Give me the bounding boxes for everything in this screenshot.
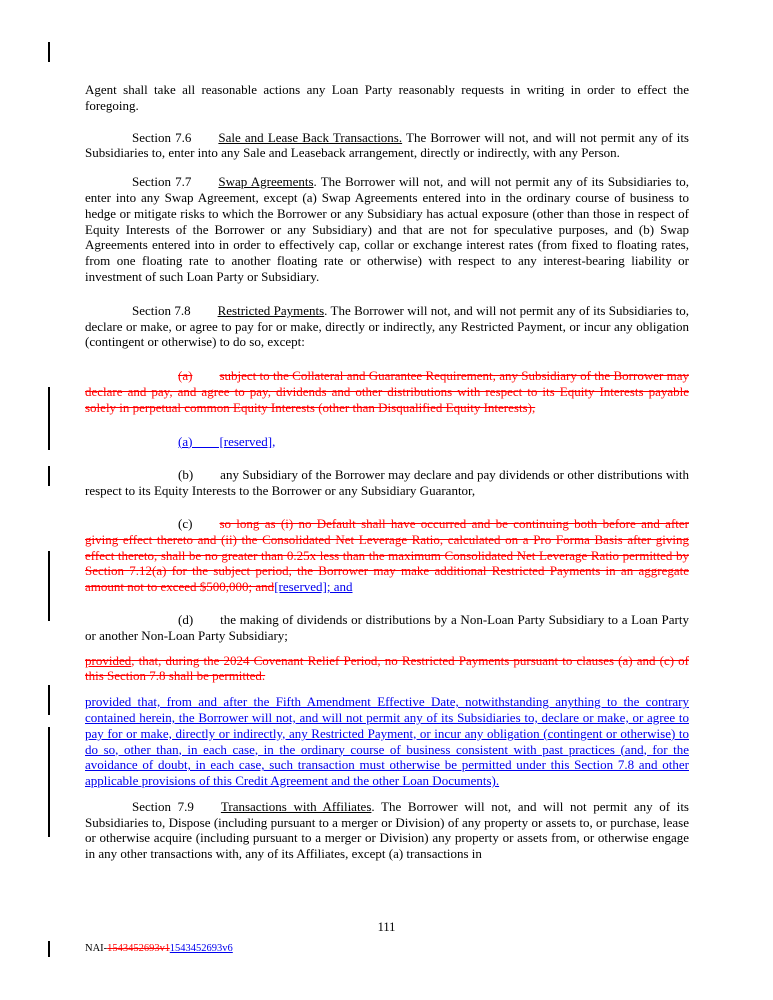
clause-label: (d): [178, 611, 194, 627]
clause-c-paragraph: [85, 516, 689, 595]
clause-d-paragraph: [85, 612, 689, 644]
section-label: Section 7.9: [132, 798, 194, 814]
change-bar: [48, 466, 50, 486]
clause-a-deleted-paragraph: [85, 368, 689, 415]
clause-a-inserted-paragraph: [85, 434, 689, 450]
section-heading: Restricted Payments: [217, 302, 325, 318]
doc-id-prefix: NAI-: [85, 943, 108, 954]
body-text: The Borrower will not, and will not permit any of its Subsidiaries to, enter into any Sale and Leaseback arrangement, directly or indirectly, with any Person.: [85, 129, 689, 161]
document-id-footer: [85, 943, 233, 954]
tab-spacer: [191, 314, 218, 315]
document-body: [85, 82, 689, 879]
tab-spacer: [193, 478, 220, 479]
body-text: . The Borrower will not, and will not permit any of its Subsidiaries to, enter into any Swap Agreement, except (a) Swap Agreements entered into in the ordinary course of business to hedge or mitigate risks to which the Borrower or any Subsidiary has actual exposure (other than those in respect of Equity Interests of the Borrower or any Subsidiary) and that are not for speculative purposes, and (b) Swap Agreements entered into in order to effectively cap, collar or exchange interest rates (from fixed to floating rates, from one floating rate to another floating rate or otherwise) with respect to any interest-bearing liability or investment of such Loan Party or Subsidiary.: [85, 174, 690, 284]
change-bar: [48, 941, 50, 957]
deleted-clause-label: (a): [178, 368, 193, 384]
inserted-clause-label: (a): [178, 433, 193, 449]
paragraph-intro-continuation: [85, 82, 689, 114]
body-text: . The Borrower will not, and will not permit any of its Subsidiaries to, declare or make, or agree to pay for or make, directly or indirectly, any Restricted Payment, or incur any obligation (contingent or otherwise) to do so, except:: [85, 302, 689, 350]
tab-spacer: [192, 527, 219, 528]
body-text: Agent shall take all reasonable actions any Loan Party reasonably requests in writing in order to effect the foregoing.: [85, 82, 689, 113]
deleted-text: , that, during the 2024 Covenant Relief Period, no Restricted Payments pursuant to clauses (a) and (c) of this Section 7.8 shall be permitted.: [85, 652, 689, 684]
section-label: Section 7.7: [132, 174, 192, 190]
change-bar: [48, 387, 50, 450]
section-7-9-paragraph: [85, 799, 689, 862]
deleted-text: so long as (i) no Default shall have occurred and be continuing both before and after giving effect thereto and (ii) the Consolidated Net Leverage Ratio, calculated on a Pro Forma Basis after giving effect thereto, shall be no greater than 0.25x less than the maximum Consolidated Net Leverage Ratio permitted by Section 7.12(a) for the subject period, the Borrower may make additional Restricted Payments in an aggregate amount not to exceed $500,000; and: [85, 515, 689, 595]
section-7-8-paragraph: [85, 303, 689, 350]
page-number: 111: [377, 920, 396, 934]
body-text: . The Borrower will not, and will not permit any of its Subsidiaries to, Dispose (including pursuant to a merger or Division) of any property or assets to, or purchase, lease or otherwise acquire (including pursuant to a merger or Division) any property or assets from, or otherwise engage in any other transactions with, any of its Affiliates, except (a) transactions in: [85, 798, 689, 862]
section-heading: Sale and Lease Back Transactions.: [218, 129, 403, 145]
tab-spacer: [192, 435, 219, 448]
inserted-text: provided that, from and after the Fifth Amendment Effective Date, notwithstanding anything to the contrary contained herein, the Borrower will not, and will not permit any of its Subsidiaries to, declare or make, or agree to pay for or make, directly or indirectly, any Restricted Payment, or incur any obligation (contingent or otherwise) to do so, other than, in each case, in the ordinary course of business consistent with past practices (and, for the avoidance of doubt, in each case, such transaction must otherwise be permitted under this Section 7.8 and other applicable provisions of this Credit Agreement and the other Loan Documents).: [85, 694, 689, 789]
tab-spacer: [192, 379, 219, 380]
proviso-inserted-paragraph: [85, 694, 689, 789]
deleted-text: subject to the Collateral and Guarantee Requirement, any Subsidiary of the Borrower may declare and pay, and agree to pay, dividends and other distributions with respect to its Equity Interests payable solely in perpetual common Equity Interests (other than Disqualified Equity Interests),: [85, 368, 689, 415]
proviso-deleted-paragraph: [85, 653, 689, 685]
deleted-proviso-lead: provided: [85, 652, 132, 668]
inserted-text: [reserved]; and: [274, 579, 353, 595]
section-label: Section 7.8: [132, 302, 191, 318]
section-7-7-paragraph: [85, 174, 689, 285]
section-heading: Swap Agreements: [218, 174, 314, 190]
clause-label: (b): [178, 467, 194, 483]
deleted-doc-id: 1543452693v1: [107, 943, 170, 954]
body-text: any Subsidiary of the Borrower may declare and pay dividends or other distributions with respect to its Equity Interests to the Borrower or any Subsidiary Guarantor,: [85, 467, 689, 499]
change-bar: [48, 551, 50, 621]
tab-spacer: [191, 141, 218, 142]
section-7-6-paragraph: [85, 130, 689, 162]
clause-b-paragraph: [85, 467, 689, 499]
body-text: the making of dividends or distributions by a Non-Loan Party Subsidiary to a Loan Party or another Non-Loan Party Subsidiary;: [85, 611, 689, 643]
inserted-text: [reserved],: [219, 433, 276, 449]
change-bar: [48, 685, 50, 715]
change-bar: [48, 42, 50, 62]
clause-label: (c): [178, 515, 193, 531]
section-label: Section 7.6: [132, 129, 192, 145]
change-bar: [48, 727, 50, 837]
tab-spacer: [194, 810, 221, 811]
inserted-doc-id: 1543452693v6: [169, 943, 233, 954]
section-heading: Transactions with Affiliates: [220, 798, 372, 814]
tab-spacer: [191, 185, 218, 186]
tab-spacer: [193, 623, 220, 624]
